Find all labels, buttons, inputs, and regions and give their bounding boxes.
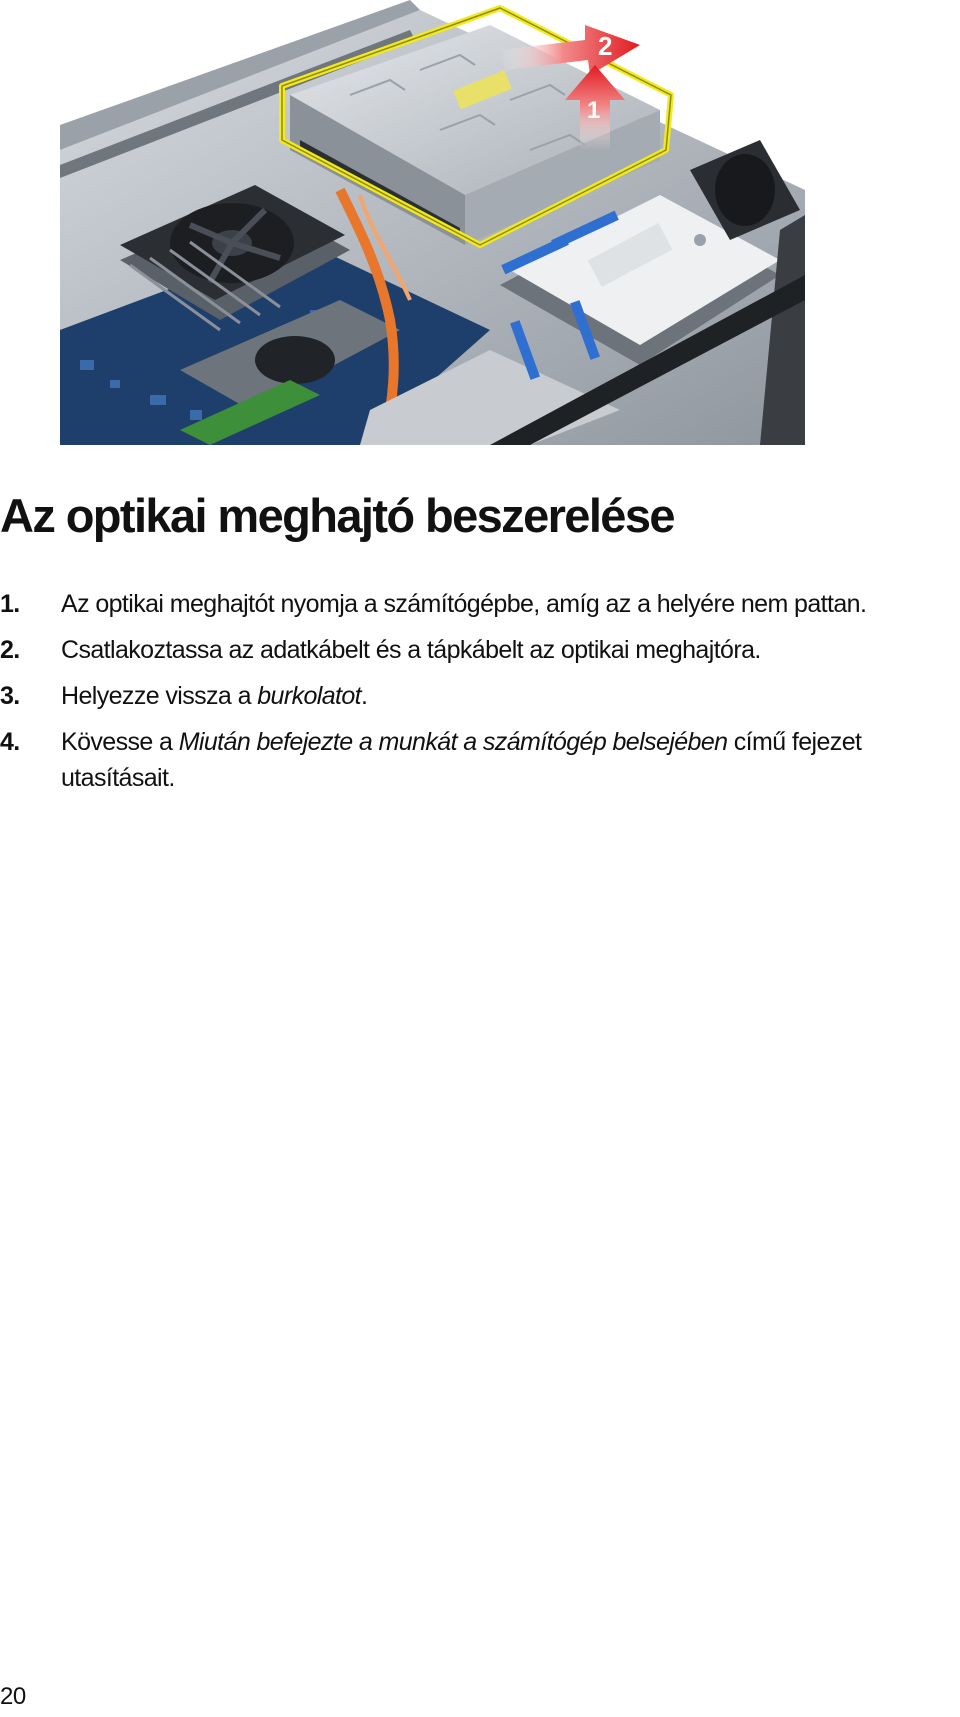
computer-interior-illustration: [60, 0, 805, 445]
section-heading: Az optikai meghajtó beszerelése: [0, 489, 674, 542]
step-item-4: [0, 724, 960, 796]
step-number: 2.: [0, 636, 20, 664]
callout-label-1: 1: [587, 97, 601, 124]
steps-list: [0, 586, 960, 806]
step-number: 4.: [0, 728, 20, 756]
step-text: Az optikai meghajtót nyomja a számítógépbe, amíg az a helyére nem pattan.: [61, 590, 867, 618]
step-item-3: [0, 678, 960, 714]
step-item-2: [0, 632, 960, 668]
step-item-1: [0, 586, 960, 622]
step-text-reference: Miután befejezte a munkát a számítógép belsejében: [178, 728, 728, 756]
optical-drive-figure: [60, 0, 805, 445]
step-text-post: .: [361, 682, 368, 710]
step-text-post: című fejezet utasításait.: [61, 728, 862, 792]
step-text-pre: Kövesse a: [61, 728, 179, 756]
step-text: Csatlakoztassa az adatkábelt és a tápkábelt az optikai meghajtóra.: [61, 636, 761, 664]
card-fan: [255, 336, 335, 384]
step-text-pre: Helyezze vissza a: [61, 682, 258, 710]
callout-label-2: 2: [598, 31, 613, 61]
page-number: 20: [0, 1683, 26, 1710]
step-text-reference: burkolatot: [257, 682, 362, 710]
step-number: 1.: [0, 590, 20, 618]
step-number: 3.: [0, 682, 20, 710]
